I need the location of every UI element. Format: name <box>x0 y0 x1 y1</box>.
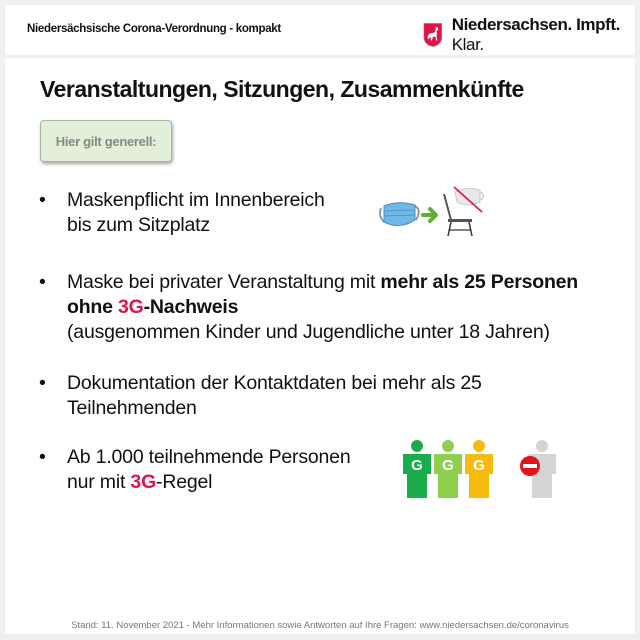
bullet-text-line: Maskenpflicht im Innenbereich <box>67 189 325 211</box>
person-g-dark-green-icon <box>403 440 431 498</box>
bullet-text-line: Ab 1.000 teilnehmende Personen <box>67 446 351 468</box>
bullet-text-line: (ausgenommen Kinder und Jugendliche unter 18 Jahren) <box>67 321 550 343</box>
text-bold: -Nachweis <box>143 296 239 318</box>
bullet-dot: • <box>39 372 46 394</box>
3g-persons-icons <box>398 438 563 500</box>
highlight-3g: 3G <box>118 296 144 318</box>
text-segment: Maske bei privater Veranstaltung mit <box>67 271 381 293</box>
bullet-mask-private-event <box>39 270 578 345</box>
person-no-entry-icon <box>520 440 556 498</box>
text-segment: nur mit <box>67 471 131 493</box>
bullet-text-line: bis zum Sitzplatz <box>67 214 210 236</box>
person-g-yellow-icon <box>465 440 493 498</box>
footer: Stand: 11. November 2021 - Mehr Informationen sowie Antworten auf Ihre Fragen: www.niedersachsen.de/coronavirus <box>5 618 635 634</box>
bullet-3g-rule <box>39 445 350 495</box>
bullet-dot: • <box>39 271 46 293</box>
content-panel <box>5 58 635 618</box>
general-rule-badge: Hier gilt generell: <box>40 120 172 162</box>
svg-text:G: G <box>411 457 423 474</box>
brand-slogan-part1: Niedersachsen. <box>451 15 577 34</box>
highlight-3g: 3G <box>130 471 157 493</box>
svg-text:G: G <box>442 457 454 474</box>
brand-slogan-part2: Impft. <box>576 15 620 34</box>
brand-slogan-part3: Klar. <box>451 35 484 54</box>
chair-no-mask-icon <box>444 187 483 236</box>
text-bold: mehr als 25 Personen <box>380 271 579 293</box>
bullet-text-line: Dokumentation der Kontaktdaten bei mehr als 25 <box>67 372 482 394</box>
person-g-light-green-icon <box>434 440 462 498</box>
bullet-mask-indoor <box>39 188 325 238</box>
lower-saxony-horse-shield-icon <box>423 21 443 49</box>
arrow-right-icon <box>423 209 436 221</box>
bullet-dot: • <box>39 189 46 211</box>
header-title: Niedersächsische Corona-Verordnung - kompakt <box>27 23 281 35</box>
bullet-dot: • <box>39 446 46 468</box>
header-bar <box>5 5 635 55</box>
bullet-text-line <box>67 295 578 320</box>
bullet-contact-documentation <box>39 371 482 421</box>
mask-icon <box>380 203 419 226</box>
text-segment: -Regel <box>156 471 213 493</box>
bullet-text-line: Teilnehmenden <box>67 397 197 419</box>
brand-slogan <box>452 15 635 55</box>
bullet-text-line <box>67 470 350 495</box>
page-title: Veranstaltungen, Sitzungen, Zusammenkünfte <box>40 76 524 102</box>
brand-logo <box>423 15 635 55</box>
mask-to-seat-icons <box>378 178 488 238</box>
bullet-text-line <box>67 270 578 295</box>
svg-text:G: G <box>473 457 485 474</box>
text-bold: ohne <box>67 296 118 318</box>
